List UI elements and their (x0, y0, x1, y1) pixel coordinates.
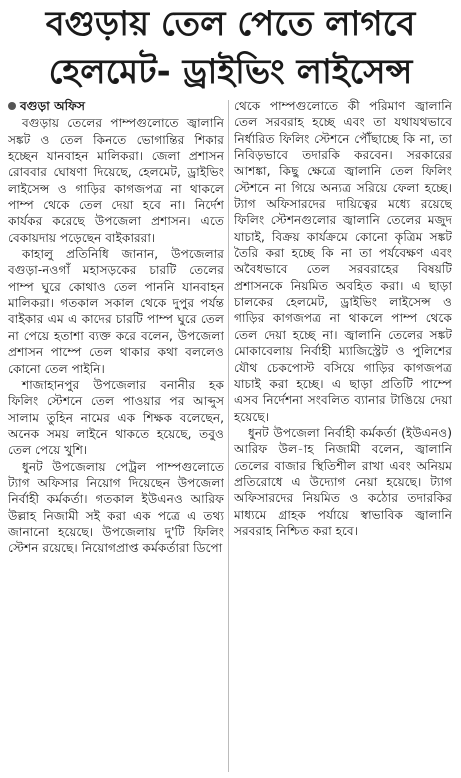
left-paragraph-1: বগুড়ায় তেলের পাম্পগুলোতে জ্বালানি সঙ্কট ও তেল কিনতে ভোগান্তির শিকার হচ্ছেন যানবাহন মালিকরা। জেলা প্রশাসন রোববার ঘোষণা দিয়েছে, হেলমেট, ড্রাইভিং লাইসেন্স ও গাড়ির কাগজপত্র না থাকলে পাম্প থেকে তেল দেয়া হবে না। নির্দেশ কার্যকর করেছে উপজেলা প্রশাসন। এতে বেকায়দায় পড়েছেন বাইকাররা। (8, 116, 224, 245)
article-column-left (8, 98, 224, 774)
column-divider (228, 100, 229, 772)
headline-line-1: বগুড়ায় তেল পেতে লাগবে (45, 4, 416, 44)
left-paragraph-4: ধুনট উপজেলায় পেট্রল পাম্পগুলোতে ট্যাগ অফিসার নিয়োগ দিয়েছেন উপজেলা নির্বাহী কর্মকর্তা। গতকাল ইউএনও আরিফ উল্লাহ নিজামী সই করা এক পত্রে এ তথ্য জানানো হয়েছে। উপজেলায় দু'টি ফিলিং স্টেশন রয়েছে। নিয়োগপ্রাপ্ত কর্মকর্তারা ডিপো (8, 459, 224, 556)
bullet-icon (8, 102, 16, 110)
byline-text: বগুড়া অফিস (20, 99, 86, 113)
left-paragraph-2: কাহালু প্রতিনিধি জানান, উপজেলার বগুড়া-নওগাঁ মহাসড়কের চারটি তেলের পাম্প ঘুরে কোথাও তেল পাননি যানবাহন মালিকরা। গতকাল সকাল থেকে দুপুর পর্যন্ত বাইকার এম এ কাদের চারটি পাম্প ঘুরে তেল না পেয়ে হতাশা ব্যক্ত করে বলেন, উপজেলা প্রশাসন পাম্পে তেল থাকার কথা বললেও কোনো তেল পাইনি। (8, 247, 224, 376)
headline-line-2: হেলমেট- ড্রাইভিং লাইসেন্স (48, 52, 413, 92)
article-column-right (234, 98, 452, 774)
byline (8, 98, 224, 114)
left-paragraph-3: শাজাহানপুর উপজেলার বনানীর হক ফিলিং স্টেশনে তেল পাওয়ার পর আব্দুস সালাম তুহিন নামের এক শিক্ষক বলেছেন, অনেক সময় লাইনে থাকতে হয়েছে, তবুও তেল পেয়ে খুশি। (8, 377, 224, 458)
right-paragraph-2: ধুনট উপজেলা নির্বাহী কর্মকর্তা (ইউএনও) আরিফ উল-াহ নিজামী বলেন, জ্বালানি তেলের বাজার স্থিতিশীল রাখা এবং অনিয়ম প্রতিরোধে এ উদ্যোগ নেয়া হয়েছে। ট্যাগ অফিসারদের নিয়মিত ও কঠোর তদারকির মাধ্যমে গ্রাহক পর্যায়ে স্বাভাবিক জ্বালানি সরবরাহ নিশ্চিত করা হবে। (234, 425, 452, 538)
right-paragraph-1: থেকে পাম্পগুলোতে কী পরিমাণ জ্বালানি তেল সরবরাহ হচ্ছে এবং তা যথাযথভাবে নির্ধারিত ফিলিং স্টেশনে পৌঁছাচ্ছে কি না, তা নিবিড়ভাবে তদারকি করবেন। সরকারের আশঙ্কা, কিছু ক্ষেত্রে জ্বালানি তেল ফিলিং স্টেশনে না গিয়ে অন্যত্র সরিয়ে ফেলা হচ্ছে। ট্যাগ অফিসারদের দায়িত্বের মধ্যে রয়েছে ফিলিং স্টেশনগুলোর জ্বালানি তেলের মজুদ যাচাই, বিক্রয় কার্যক্রমে কোনো কৃত্রিম সঙ্কট তৈরি করা হচ্ছে কি না তা পর্যবেক্ষণ এবং অবৈধভাবে তেল সরবরাহের বিষয়টি প্রশাসনকে নিয়মিত অবহিত করা। এ ছাড়া চালকের হেলমেট, ড্রাইভিং লাইসেন্স ও গাড়ির কাগজপত্র না থাকলে পাম্প থেকে তেল দেয়া হচ্ছে না। জ্বালানি তেলের সঙ্কট মোকাবেলায় নির্বাহী ম্যাজিস্ট্রেট ও পুলিশের যৌথ চেকপোস্ট বসিয়ে গাড়ির কাগজপত্র যাচাই করা হচ্ছে। এ ছাড়া প্রতিটি পাম্পে এসব নির্দেশনা সংবলিত ব্যানার টাঙিয়ে দেয়া হয়েছে। (234, 99, 452, 424)
